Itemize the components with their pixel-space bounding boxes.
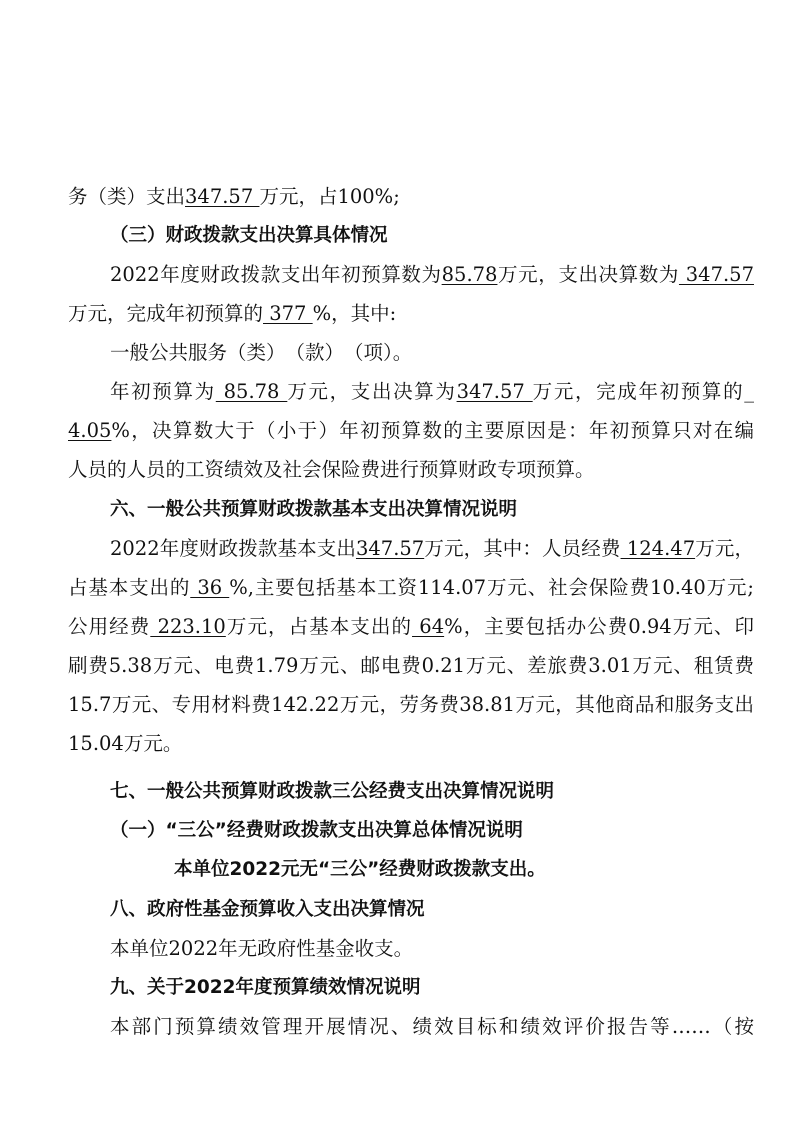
- text-line: [68, 575, 754, 601]
- text-span: 务（类）支出: [68, 185, 186, 208]
- text-span: 万元，支出决算数为: [497, 263, 679, 286]
- section-heading: （一）“三公”经费财政拨款支出决算总体情况说明: [110, 820, 523, 841]
- underlined-value: 4.05: [68, 419, 112, 442]
- text-span: 公用经费: [68, 615, 151, 638]
- section-heading: 八、政府性基金预算收入支出决算情况: [110, 899, 425, 920]
- text-span: %，其中:: [312, 302, 397, 325]
- text-span: 万元，完成年初预算的: [68, 302, 264, 325]
- underlined-value: 36: [190, 576, 230, 599]
- text-line: 本部门预算绩效管理开展情况、绩效目标和绩效评价报告等……（按: [110, 1015, 754, 1038]
- underlined-value: 85.78: [441, 263, 498, 286]
- text-line: 15.04万元。: [68, 732, 183, 755]
- text-span: %,主要包括基本工资114.07万元、社会保险费10.40万元;: [229, 576, 754, 599]
- section-heading: 九、关于2022年度预算绩效情况说明: [110, 977, 421, 998]
- underlined-value: 347.57: [355, 537, 425, 560]
- text-line: [110, 262, 754, 288]
- section-heading: （三）财政拨款支出决算具体情况: [110, 225, 388, 246]
- text-line: [110, 536, 754, 562]
- text-line: 本单位2022年无政府性基金收支。: [110, 937, 414, 960]
- underlined-value: 85.78: [215, 380, 288, 403]
- text-line: [68, 301, 396, 327]
- underlined-value: 223.10: [150, 615, 226, 638]
- text-span: %，决算数大于（小于）年初预算数的主要原因是：年初预算只对在编: [111, 419, 754, 442]
- underlined-value: 347.57: [456, 380, 533, 403]
- text-span: 占基本支出的: [68, 576, 191, 599]
- text-line: [110, 379, 754, 405]
- section-heading: 七、一般公共预算财政拨款三公经费支出决算情况说明: [110, 781, 555, 802]
- text-span: 万元，占100%;: [259, 185, 400, 208]
- section-heading: 本单位2022元无“三公”经费财政拨款支出。: [174, 859, 546, 880]
- text-span: %，主要包括办公费0.94万元、印: [444, 615, 754, 638]
- text-line: 一般公共服务（类） （款） （项）。: [110, 341, 413, 364]
- underlined-value: 347.57: [185, 185, 260, 208]
- text-line: [68, 184, 400, 210]
- underlined-value: 377: [263, 302, 313, 325]
- text-span: 年初预算为: [110, 380, 216, 403]
- text-span: 万元，: [695, 537, 754, 560]
- section-heading: 六、一般公共预算财政拨款基本支出决算情况说明: [110, 499, 518, 520]
- underlined-value: 124.47: [620, 537, 696, 560]
- underlined-value: 64: [412, 615, 445, 638]
- text-span: 2022年度财政拨款支出年初预算数为: [110, 263, 442, 286]
- text-span: 万元，其中：人员经费: [424, 537, 621, 560]
- text-span: 万元，支出决算为: [287, 380, 457, 403]
- text-span: _: [744, 380, 754, 403]
- text-span: 2022年度财政拨款基本支出: [110, 537, 356, 560]
- text-line: [68, 418, 754, 444]
- text-span: 万元，完成年初预算的: [532, 380, 745, 403]
- underlined-value: 347.57: [678, 263, 754, 286]
- text-line: 15.7万元、专用材料费142.22万元，劳务费38.81万元，其他商品和服务支出: [68, 693, 754, 716]
- text-line: [68, 614, 754, 640]
- text-line: 人员的人员的工资绩效及社会保险费进行预算财政专项预算。: [68, 458, 595, 481]
- text-span: 万元，占基本支出的: [225, 615, 413, 638]
- text-line: 刷费5.38万元、电费1.79万元、邮电费0.21万元、差旅费3.01万元、租赁费: [68, 654, 754, 677]
